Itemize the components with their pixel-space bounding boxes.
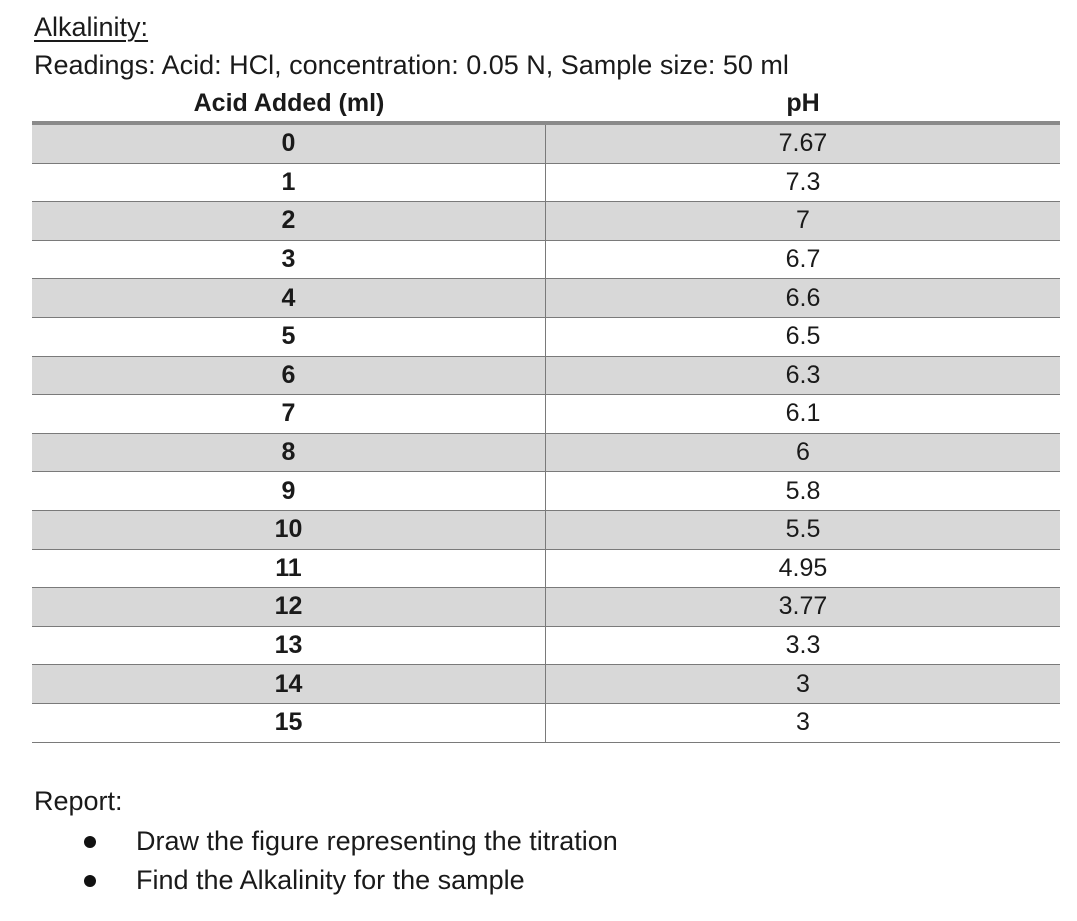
- titration-table: [32, 121, 1060, 743]
- table-row: [32, 395, 1060, 434]
- acid-added-cell: 5: [32, 318, 546, 356]
- ph-cell: 6.5: [785, 322, 821, 351]
- column-header-acid-added: Acid Added (ml): [193, 89, 385, 117]
- list-item: [84, 822, 618, 861]
- bullet-icon: [84, 836, 96, 848]
- table-row: [32, 704, 1060, 743]
- report-list: [84, 822, 618, 900]
- ph-cell: 3.77: [778, 592, 828, 621]
- ph-cell: 3.3: [785, 631, 821, 660]
- table-row: [32, 241, 1060, 280]
- acid-added-cell: 0: [32, 125, 546, 163]
- table-row: [32, 202, 1060, 241]
- column-header-ph: pH: [786, 89, 820, 117]
- table-row: [32, 588, 1060, 627]
- acid-added-cell: 8: [32, 434, 546, 472]
- ph-cell: 6.1: [785, 399, 821, 428]
- ph-cell: 7: [796, 206, 810, 235]
- ph-cell: 7.3: [785, 167, 821, 196]
- report-heading: Report:: [34, 786, 123, 816]
- report-item-text: Find the Alkalinity for the sample: [136, 865, 525, 895]
- table-row: [32, 550, 1060, 589]
- ph-cell: 5.5: [785, 515, 821, 544]
- ph-cell: 3: [796, 669, 810, 698]
- acid-added-cell: 6: [32, 357, 546, 395]
- acid-added-cell: 4: [32, 279, 546, 317]
- acid-added-cell: 2: [32, 202, 546, 240]
- ph-cell: 6.6: [785, 283, 821, 312]
- table-row: [32, 627, 1060, 666]
- table-row: [32, 434, 1060, 473]
- table-row: [32, 357, 1060, 396]
- acid-added-cell: 13: [32, 627, 546, 665]
- table-row: [32, 472, 1060, 511]
- bullet-icon: [84, 875, 96, 887]
- table-row: [32, 665, 1060, 704]
- ph-cell: 4.95: [778, 553, 828, 582]
- ph-cell: 7.67: [778, 129, 828, 158]
- acid-added-cell: 15: [32, 704, 546, 742]
- acid-added-cell: 7: [32, 395, 546, 433]
- acid-added-cell: 12: [32, 588, 546, 626]
- acid-added-cell: 3: [32, 241, 546, 279]
- list-item: [84, 861, 618, 900]
- ph-cell: 3: [796, 708, 810, 737]
- table-row: [32, 318, 1060, 357]
- ph-cell: 5.8: [785, 476, 821, 505]
- acid-added-cell: 10: [32, 511, 546, 549]
- ph-cell: 6: [796, 438, 810, 467]
- acid-added-cell: 14: [32, 665, 546, 703]
- table-row: [32, 125, 1060, 164]
- acid-added-cell: 11: [32, 550, 546, 588]
- section-title: Alkalinity:: [34, 12, 149, 42]
- acid-added-cell: 1: [32, 164, 546, 202]
- ph-cell: 6.7: [785, 245, 821, 274]
- table-row: [32, 279, 1060, 318]
- table-row: [32, 164, 1060, 203]
- table-row: [32, 511, 1060, 550]
- report-item-text: Draw the figure representing the titration: [136, 826, 618, 856]
- ph-cell: 6.3: [785, 360, 821, 389]
- readings-description: Readings: Acid: HCl, concentration: 0.05 N, Sample size: 50 ml: [34, 50, 789, 80]
- acid-added-cell: 9: [32, 472, 546, 510]
